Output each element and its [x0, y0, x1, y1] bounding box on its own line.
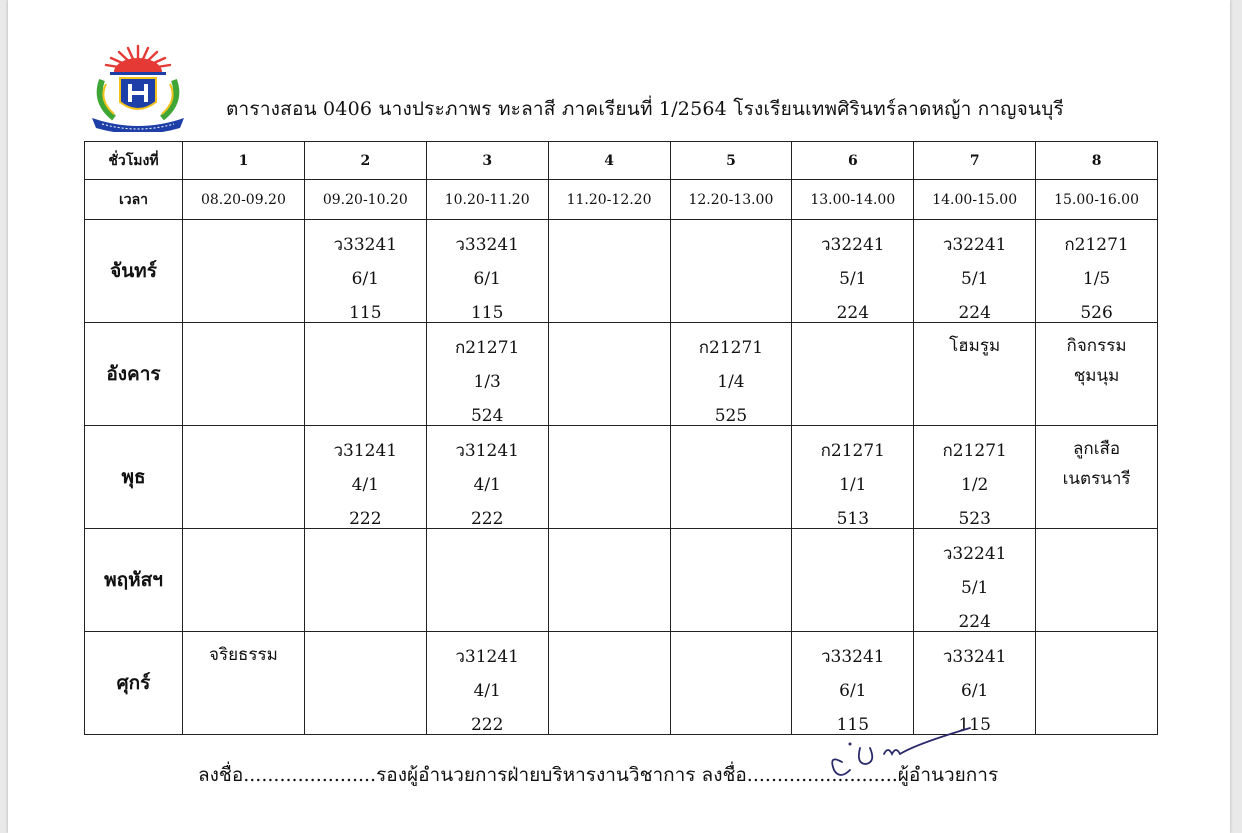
schedule-cell [914, 632, 1036, 735]
cell-line: ว31241 [333, 441, 398, 461]
document-page [8, 0, 1230, 833]
cell-line: 1/4 [717, 372, 745, 392]
schedule-cell [1036, 529, 1158, 632]
period-header-row [85, 142, 1158, 180]
cell-line: 526 [1080, 303, 1113, 323]
schedule-cell [426, 426, 548, 529]
schedule-cell [304, 632, 426, 735]
schedule-cell [304, 426, 426, 529]
cell-line: 524 [470, 406, 504, 426]
cell-line: ก21271 [698, 338, 764, 358]
cell-line: 115 [958, 715, 991, 735]
cell-line: 4/1 [473, 475, 501, 495]
cell-line: 5/1 [839, 269, 867, 289]
cell-line: 1/2 [961, 475, 989, 495]
period-number: 8 [1036, 142, 1158, 180]
cell-line: ว32241 [820, 235, 885, 255]
day-row [85, 632, 1158, 735]
schedule-cell [792, 529, 914, 632]
cell-line: 224 [958, 303, 991, 323]
cell-line: ก21271 [455, 338, 520, 358]
period-number: 4 [548, 142, 670, 180]
time-slot: 11.20-12.20 [548, 180, 670, 220]
cell-line: ว33241 [942, 647, 1007, 667]
day-row [85, 426, 1158, 529]
schedule-cell [1036, 426, 1158, 529]
cell-line: 6/1 [961, 681, 989, 701]
schedule-cell [914, 529, 1036, 632]
period-number: 1 [183, 142, 305, 180]
day-name: พฤหัสฯ [85, 529, 183, 632]
cell-line: ว33241 [455, 235, 519, 255]
schedule-cell [548, 529, 670, 632]
schedule-cell [304, 220, 426, 323]
cell-line: 5/1 [961, 269, 989, 289]
cell-line: กิจกรรม [1066, 336, 1127, 356]
time-slot: 09.20-10.20 [304, 180, 426, 220]
cell-line: 6/1 [351, 269, 379, 289]
cell-line: 1/5 [1082, 269, 1111, 289]
cell-line: 513 [836, 509, 870, 529]
day-name: อังคาร [85, 323, 183, 426]
cell-line: ว33241 [333, 235, 398, 255]
day-name: จันทร์ [85, 220, 183, 323]
time-slot: 14.00-15.00 [914, 180, 1036, 220]
cell-line: 115 [836, 715, 870, 735]
cell-line: 1/1 [839, 475, 867, 495]
schedule-cell [670, 632, 792, 735]
time-slot: 08.20-09.20 [183, 180, 305, 220]
cell-line: 523 [958, 509, 991, 529]
schedule-cell [183, 220, 305, 323]
schedule-cell [426, 220, 548, 323]
cell-line: ก21271 [942, 441, 1007, 461]
cell-line: ลูกเสือ [1073, 439, 1121, 459]
cell-line: ว31241 [455, 441, 519, 461]
schedule-cell [548, 323, 670, 426]
schedule-cell [792, 426, 914, 529]
schedule-cell [670, 323, 792, 426]
cell-line: 1/3 [473, 372, 501, 392]
period-number: 7 [914, 142, 1036, 180]
schedule-cell [183, 529, 305, 632]
time-slot: 10.20-11.20 [426, 180, 548, 220]
cell-line: ว32241 [942, 235, 1007, 255]
time-label: เวลา [85, 180, 183, 220]
schedule-cell [792, 323, 914, 426]
cell-line: เนตรนารี [1062, 469, 1131, 489]
cell-line: 4/1 [351, 475, 379, 495]
signature-line: ลงชื่อ......................รองผู้อำนวยการฝ่ายบริหารงานวิชาการ ลงชื่อ.........................ผู้อำนวยการ [198, 764, 999, 786]
schedule-cell [914, 220, 1036, 323]
cell-line: 4/1 [473, 681, 501, 701]
cell-line: 222 [470, 509, 504, 529]
schedule-cell [1036, 323, 1158, 426]
handwritten-signature [820, 724, 990, 784]
schedule-cell [426, 632, 548, 735]
time-slot: 12.20-13.00 [670, 180, 792, 220]
cell-line: ว31241 [455, 647, 519, 667]
schedule-cell [670, 220, 792, 323]
cell-line: โฮมรูม [949, 336, 1001, 356]
time-slot: 13.00-14.00 [792, 180, 914, 220]
cell-line: 224 [836, 303, 870, 323]
cell-line: 6/1 [839, 681, 867, 701]
timetable [84, 141, 1158, 735]
period-number: 3 [426, 142, 548, 180]
schedule-cell [914, 323, 1036, 426]
cell-line: ก21271 [820, 441, 885, 461]
period-number: 6 [792, 142, 914, 180]
schedule-cell [548, 426, 670, 529]
document-title: ตารางสอน 0406 นางประภาพร ทะลาสี ภาคเรียนที่ 1/2564 โรงเรียนเทพศิรินทร์ลาดหญ้า กาญจนบุรี [226, 98, 1064, 120]
cell-line: จริยธรรม [208, 645, 278, 665]
schedule-cell [1036, 632, 1158, 735]
schedule-cell [426, 529, 548, 632]
schedule-cell [1036, 220, 1158, 323]
cell-line: 222 [349, 509, 382, 529]
day-row [85, 529, 1158, 632]
cell-line: 6/1 [473, 269, 501, 289]
cell-line: ว33241 [820, 647, 885, 667]
day-name: พุธ [85, 426, 183, 529]
schedule-cell [548, 220, 670, 323]
schedule-cell [426, 323, 548, 426]
cell-line: 525 [714, 406, 748, 426]
day-row [85, 220, 1158, 323]
cell-line: ว32241 [942, 544, 1007, 564]
schedule-cell [183, 323, 305, 426]
time-row [85, 180, 1158, 220]
schedule-cell [792, 220, 914, 323]
schedule-cell [183, 426, 305, 529]
cell-line: ชุมนุม [1073, 366, 1120, 386]
day-name: ศุกร์ [85, 632, 183, 735]
schedule-cell [183, 632, 305, 735]
cell-line: 5/1 [961, 578, 989, 598]
school-logo [84, 44, 192, 132]
schedule-cell [304, 529, 426, 632]
day-row [85, 323, 1158, 426]
cell-line: ก21271 [1064, 235, 1129, 255]
period-header-label: ชั่วโมงที่ [85, 142, 183, 180]
schedule-cell [792, 632, 914, 735]
schedule-cell [548, 632, 670, 735]
schedule-cell [670, 529, 792, 632]
cell-line: 222 [470, 715, 504, 735]
schedule-cell [304, 323, 426, 426]
schedule-cell [670, 426, 792, 529]
cell-line: 115 [349, 303, 382, 323]
period-number: 2 [304, 142, 426, 180]
schedule-cell [914, 426, 1036, 529]
cell-line: 224 [958, 612, 991, 632]
time-slot: 15.00-16.00 [1036, 180, 1158, 220]
period-number: 5 [670, 142, 792, 180]
cell-line: 115 [470, 303, 504, 323]
